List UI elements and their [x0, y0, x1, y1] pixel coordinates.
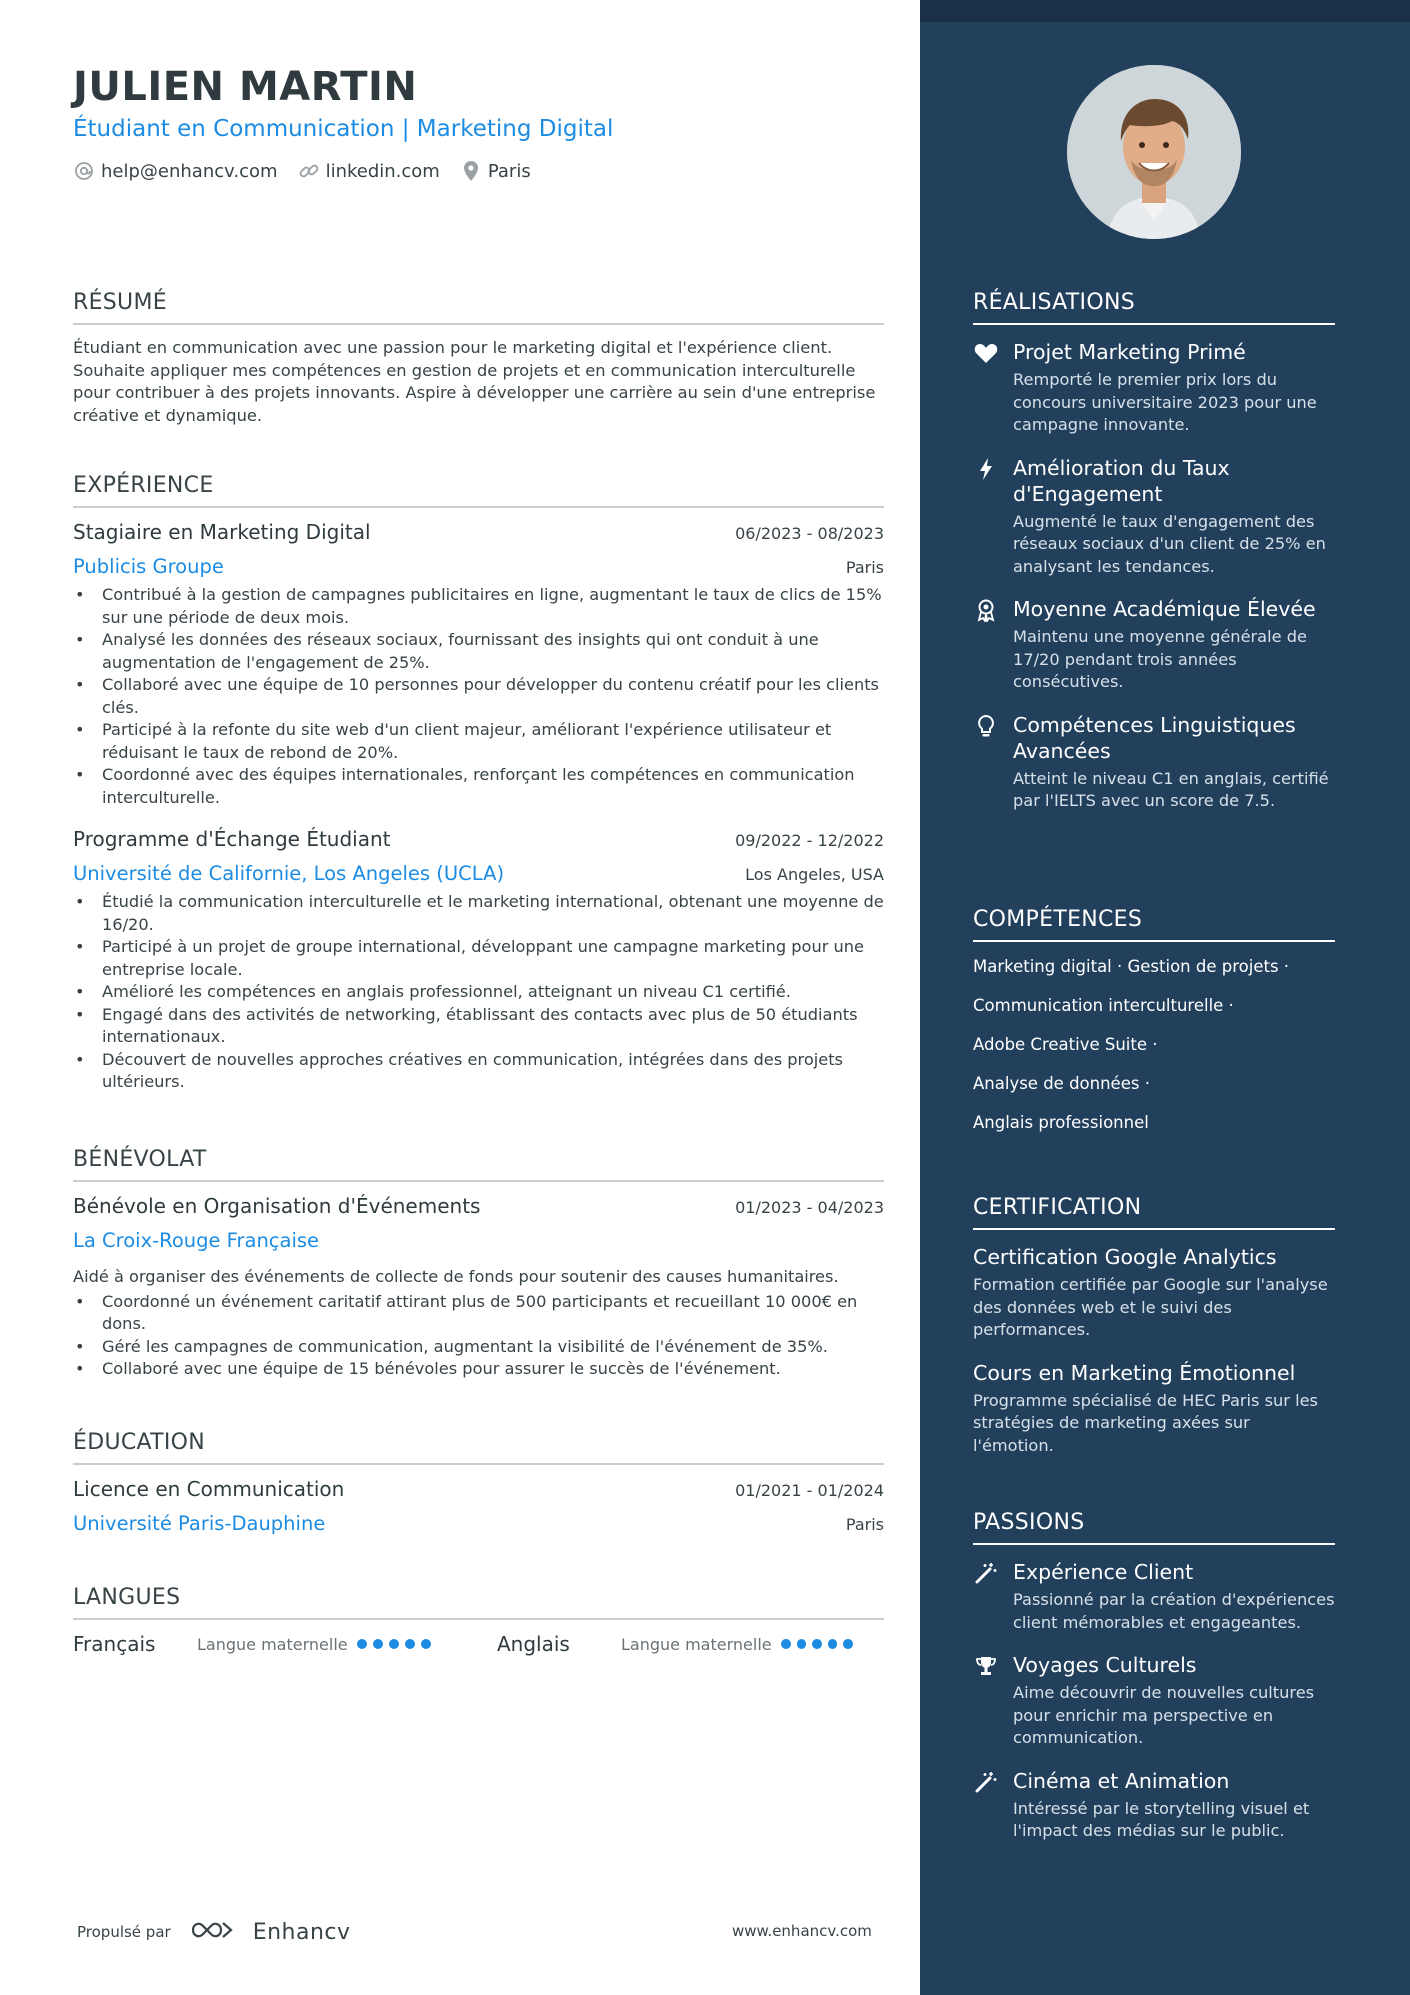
achievement-title: Compétences Linguistiques Avancées	[1013, 712, 1296, 763]
achievement-title: Amélioration du Taux d'Engagement	[1013, 455, 1230, 506]
location-text: Paris	[487, 160, 531, 182]
experience-entry	[73, 827, 884, 1094]
rating-dot	[389, 1639, 399, 1649]
link-icon	[298, 160, 320, 182]
company-name: Université de Californie, Los Angeles (UCLA)	[73, 862, 505, 885]
passion-item	[973, 1652, 1335, 1750]
education-dates: 01/2021 - 01/2024	[735, 1481, 884, 1500]
avatar	[1067, 65, 1241, 239]
achievement-desc: Augmenté le taux d'engagement des réseaux sociaux d'un client de 25% en analysant les tendances.	[1013, 511, 1326, 576]
education-entry	[73, 1477, 884, 1535]
bullet-item: • Découvert de nouvelles approches créatives en communication, intégrées dans des projets ultérieurs.	[73, 1049, 884, 1094]
passion-desc: Passionné par la création d'expériences client mémorables et engageantes.	[1013, 1590, 1335, 1632]
education-section	[73, 1430, 884, 1535]
volunteer-entry	[73, 1194, 884, 1381]
experience-entry	[73, 520, 884, 809]
lightbulb-icon	[973, 713, 999, 739]
contact-row	[73, 160, 531, 182]
achievements-section	[973, 290, 1335, 813]
contact-linkedin[interactable]	[298, 160, 440, 182]
rating-dot	[405, 1639, 415, 1649]
job-location: Paris	[845, 558, 884, 577]
bullet-item: • Participé à un projet de groupe international, développant une campagne marketing pour une entreprise locale.	[73, 936, 884, 981]
volunteer-role: Bénévole en Organisation d'Événements	[73, 1194, 481, 1218]
candidate-name: JULIEN MARTIN	[73, 64, 418, 110]
job-dates: 06/2023 - 08/2023	[735, 524, 884, 543]
rating-dot	[373, 1639, 383, 1649]
job-dates: 09/2022 - 12/2022	[735, 831, 884, 850]
bullet-item: • Participé à la refonte du site web d'un client majeur, améliorant l'expérience utilisateur et réduisant le taux de rebond de 20%.	[73, 719, 884, 764]
rating-dot	[421, 1639, 431, 1649]
language-rating	[781, 1639, 853, 1649]
footer-brand-name: Enhancv	[252, 1919, 351, 1945]
experience-section	[73, 473, 884, 1094]
candidate-title: Étudiant en Communication | Marketing Digital	[73, 116, 614, 142]
summary-heading: RÉSUMÉ	[73, 290, 884, 325]
passion-item	[973, 1559, 1335, 1634]
language-level: Langue maternelle	[197, 1634, 348, 1654]
summary-text: Étudiant en communication avec une passion pour le marketing digital et l'expérience client. Souhaite appliquer mes compétences en gestion de projets et en communication interculturelle pour contribuer à des projets innovants. Aspire à développer une carrière au sein d'une entreprise créative et dynamique.	[73, 338, 876, 425]
language-level: Langue maternelle	[621, 1634, 772, 1654]
skill-line: Communication interculturelle ·	[973, 996, 1234, 1015]
skill-line: Analyse de données ·	[973, 1074, 1150, 1093]
magic-wand-icon	[973, 1769, 999, 1795]
certification-title: Certification Google Analytics	[973, 1245, 1277, 1269]
certification-heading: CERTIFICATION	[973, 1195, 1335, 1230]
achievement-title: Moyenne Académique Élevée	[1013, 597, 1316, 621]
education-heading: ÉDUCATION	[73, 1430, 884, 1465]
footer-branding	[77, 1918, 351, 1946]
rating-dot	[812, 1639, 822, 1649]
passions-section	[973, 1510, 1335, 1843]
achievement-desc: Atteint le niveau C1 en anglais, certifié par l'IELTS avec un score de 7.5.	[1013, 768, 1329, 810]
language-name: Anglais	[497, 1632, 570, 1656]
job-title: Programme d'Échange Étudiant	[73, 827, 391, 851]
passions-heading: PASSIONS	[973, 1510, 1335, 1545]
achievement-item	[973, 455, 1335, 579]
job-location: Los Angeles, USA	[745, 865, 884, 884]
magic-wand-icon	[973, 1560, 999, 1586]
bullet-item: • Analysé les données des réseaux sociaux, fournissant des insights qui ont conduit à une augmentation de l'engagement de 25%.	[73, 629, 884, 674]
language-name: Français	[73, 1632, 156, 1656]
rating-dot	[843, 1639, 853, 1649]
bullet-item: • Contribué à la gestion de campagnes publicitaires en ligne, augmentant le taux de clics de 15% sur une période de deux mois.	[73, 584, 884, 629]
passion-title: Expérience Client	[1013, 1560, 1194, 1584]
footer-powered-by: Propulsé par	[77, 1923, 171, 1941]
bullet-item: • Collaboré avec une équipe de 15 bénévoles pour assurer le succès de l'événement.	[73, 1358, 884, 1381]
certification-item	[973, 1360, 1335, 1458]
passion-item	[973, 1768, 1335, 1843]
skill-line: Anglais professionnel	[973, 1113, 1149, 1132]
passion-desc: Intéressé par le storytelling visuel et l'impact des médias sur le public.	[1013, 1798, 1310, 1840]
skills-heading: COMPÉTENCES	[973, 907, 1335, 942]
achievement-item	[973, 339, 1335, 437]
languages-row	[73, 1632, 884, 1656]
achievement-desc: Maintenu une moyenne générale de 17/20 pendant trois années consécutives.	[1013, 627, 1307, 691]
rating-dot	[797, 1639, 807, 1649]
company-name: Publicis Groupe	[73, 555, 224, 578]
language-rating	[357, 1639, 497, 1649]
volunteer-org: La Croix-Rouge Française	[73, 1229, 320, 1252]
passion-title: Voyages Culturels	[1013, 1653, 1197, 1677]
certification-section	[973, 1195, 1335, 1457]
skill-line: Marketing digital · Gestion de projets ·	[973, 957, 1290, 976]
school-location: Paris	[845, 1515, 884, 1534]
bolt-icon	[973, 456, 999, 482]
contact-email[interactable]	[73, 160, 278, 182]
volunteer-section	[73, 1147, 884, 1381]
sidebar	[920, 0, 1410, 1995]
rating-dot	[357, 1639, 367, 1649]
achievements-heading: RÉALISATIONS	[973, 290, 1335, 325]
volunteer-heading: BÉNÉVOLAT	[73, 1147, 884, 1182]
achievement-item	[973, 596, 1335, 694]
rating-dot	[781, 1639, 791, 1649]
summary-section	[73, 290, 884, 427]
contact-location	[460, 160, 531, 182]
job-title: Stagiaire en Marketing Digital	[73, 520, 371, 544]
job-bullets	[73, 891, 884, 1094]
certification-title: Cours en Marketing Émotionnel	[973, 1360, 1296, 1385]
passion-title: Cinéma et Animation	[1013, 1768, 1230, 1793]
skills-list	[973, 956, 1335, 1134]
bullet-item: • Coordonné avec des équipes internationales, renforçant les compétences en communication interculturelle.	[73, 764, 884, 809]
linkedin-text: linkedin.com	[325, 160, 440, 182]
bullet-item: • Collaboré avec une équipe de 10 personnes pour développer du contenu créatif pour les clients clés.	[73, 674, 884, 719]
location-pin-icon	[460, 160, 482, 182]
bullet-item: • Étudié la communication interculturelle et le marketing international, obtenant une moyenne de 16/20.	[73, 891, 884, 936]
email-text: help@enhancv.com	[101, 160, 278, 182]
degree-title: Licence en Communication	[73, 1477, 345, 1501]
enhancv-logo-icon	[189, 1918, 235, 1946]
skill-line: Adobe Creative Suite ·	[973, 1035, 1158, 1054]
bullet-item: • Géré les campagnes de communication, augmentant la visibilité de l'événement de 35%.	[73, 1336, 884, 1359]
bullet-item: • Engagé dans des activités de networking, établissant des contacts avec plus de 50 étudiants internationaux.	[73, 1004, 884, 1049]
passion-desc: Aime découvrir de nouvelles cultures pour enrichir ma perspective en communication.	[1013, 1683, 1315, 1747]
school-name: Université Paris-Dauphine	[73, 1512, 326, 1535]
languages-heading: LANGUES	[73, 1585, 884, 1620]
achievement-desc: Remporté le premier prix lors du concours universitaire 2023 pour une campagne innovante.	[1013, 370, 1317, 434]
sidebar-top-strip	[920, 0, 1410, 22]
skills-section	[973, 907, 1335, 1151]
volunteer-description: Aidé à organiser des événements de collecte de fonds pour soutenir des causes humanitaires.	[73, 1267, 839, 1286]
heart-icon	[973, 340, 999, 366]
rating-dot	[828, 1639, 838, 1649]
trophy-icon	[973, 1653, 999, 1679]
certification-desc: Formation certifiée par Google sur l'analyse des données web et le suivi des performances.	[973, 1275, 1328, 1339]
languages-section	[73, 1585, 884, 1656]
medal-icon	[973, 597, 999, 623]
footer-url[interactable]: www.enhancv.com	[732, 1922, 872, 1940]
volunteer-dates: 01/2023 - 04/2023	[735, 1198, 884, 1217]
certification-desc: Programme spécialisé de HEC Paris sur les stratégies de marketing axées sur l'émotion.	[973, 1390, 1318, 1455]
at-icon	[73, 160, 95, 182]
achievement-title: Projet Marketing Primé	[1013, 340, 1246, 364]
bullet-item: • Amélioré les compétences en anglais professionnel, atteignant un niveau C1 certifié.	[73, 981, 884, 1004]
volunteer-bullets	[73, 1291, 884, 1381]
certification-item	[973, 1244, 1335, 1342]
job-bullets	[73, 584, 884, 809]
bullet-item: • Coordonné un événement caritatif attirant plus de 500 participants et recueillant 10 000€ en dons.	[73, 1291, 884, 1336]
achievement-item	[973, 712, 1335, 813]
experience-heading: EXPÉRIENCE	[73, 473, 884, 508]
